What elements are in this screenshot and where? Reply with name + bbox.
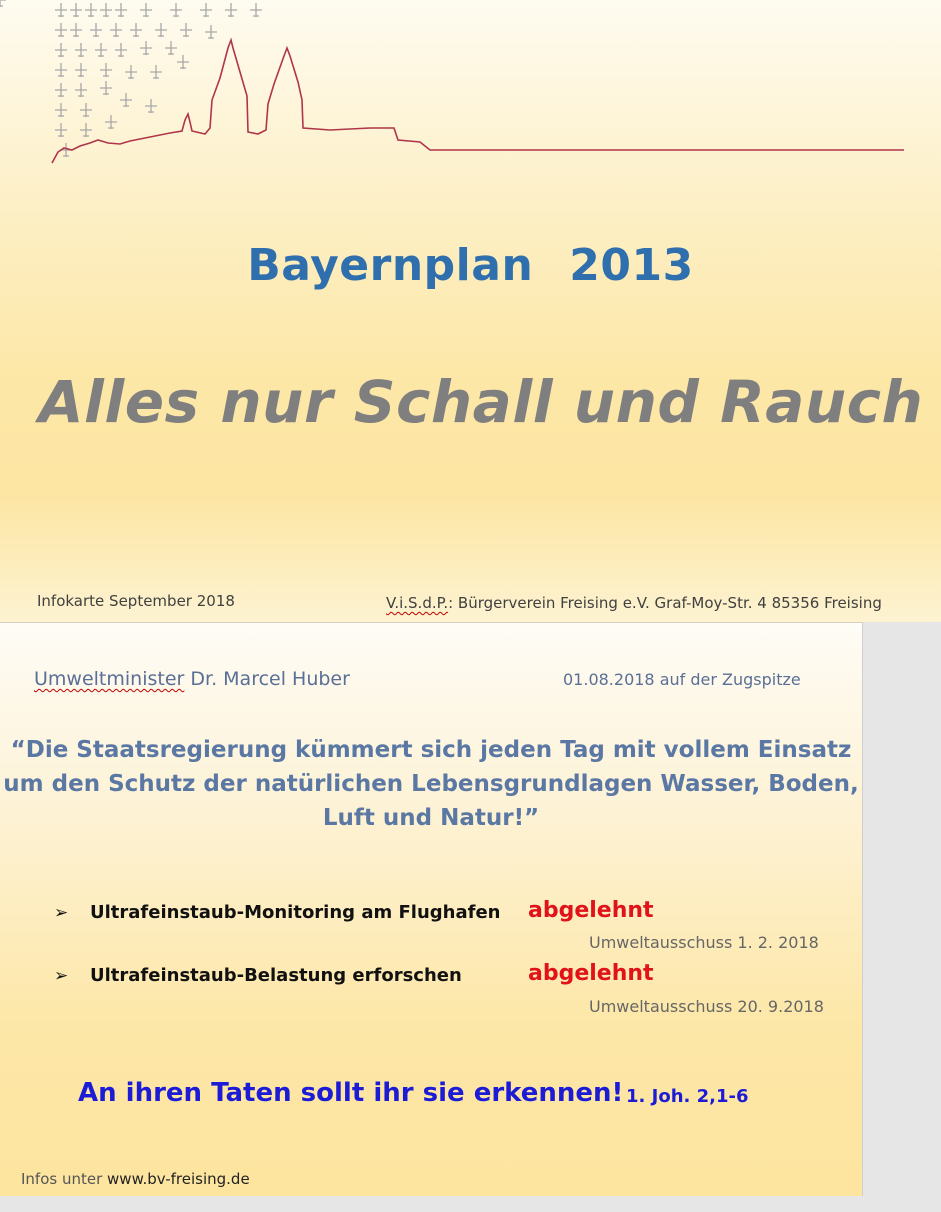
airplanes-icon [0,0,262,157]
minister-quote [0,733,862,835]
title-main: Bayernplan [247,240,534,291]
website-link[interactable]: www.bv-freising.de [107,1170,250,1188]
quote-line-3: Luft und Natur!” [322,805,540,831]
card-title [0,240,941,291]
publisher-info [386,594,882,612]
card-subtitle: Alles nur Schall und Rauch [38,368,924,436]
status-badge: abgelehnt [528,898,654,923]
status-badge: abgelehnt [528,961,654,986]
item-text: Ultrafeinstaub-Monitoring am Flughafen [90,902,501,923]
quote-date-place: 01.08.2018 auf der Zugspitze [563,670,801,689]
committee-date: Umweltausschuss 20. 9.2018 [589,997,824,1016]
visdp-label: V.i.S.d.P. [386,594,449,612]
minister-name: Dr. Marcel Huber [184,668,350,690]
quote-line-1: “Die Staatsregierung kümmert sich jeden Tag mit vollem Einsatz [10,737,852,763]
bible-reference: 1. Joh. 2,1-6 [626,1086,749,1107]
list-item [54,902,500,923]
publisher-address: : Bürgerverein Freising e.V. Graf-Moy-Str. 4 85356 Freising [448,594,882,612]
item-text: Ultrafeinstaub-Belastung erforschen [90,965,462,986]
arrow-bullet-icon: ➢ [54,903,69,923]
infokarte-date: Infokarte September 2018 [37,592,235,610]
list-item [54,965,462,986]
motto-text: An ihren Taten sollt ihr sie erkennen! [78,1078,624,1108]
freising-skyline-logo [0,0,941,180]
minister-title: Umweltminister [34,668,185,690]
arrow-bullet-icon: ➢ [54,966,69,986]
infos-line [21,1170,250,1188]
title-year: 2013 [569,240,694,291]
minister-line [34,668,350,690]
committee-date: Umweltausschuss 1. 2. 2018 [589,933,819,952]
infos-label: Infos unter [21,1170,108,1188]
quote-line-2: um den Schutz der natürlichen Lebensgrundlagen Wasser, Boden, [3,771,859,797]
